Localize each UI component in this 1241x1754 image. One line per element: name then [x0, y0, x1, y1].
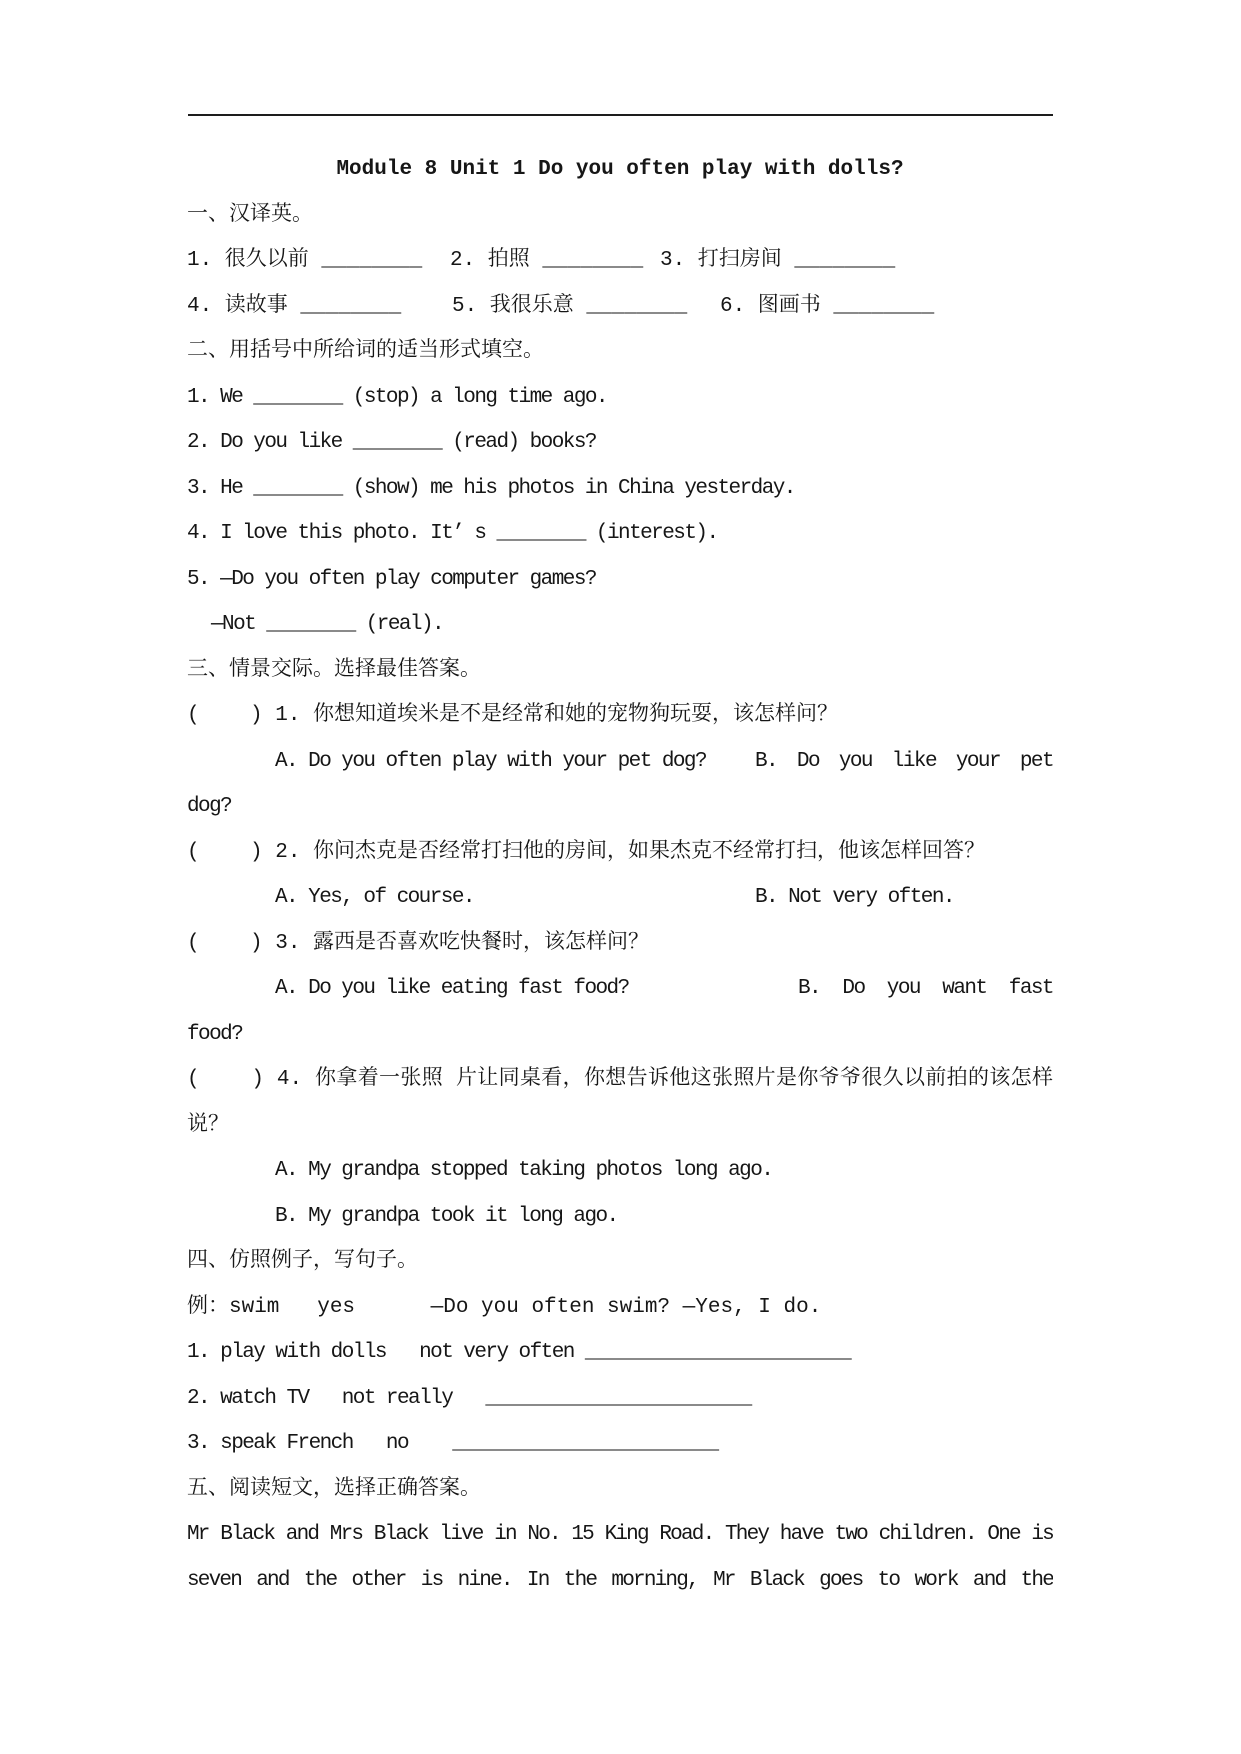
section3-q2-question: ( ) 2. 你问杰克是否经常打扫他的房间，如果杰克不经常打扫，他该怎样回答？ — [187, 840, 986, 864]
section4-heading: 四、仿照例子，写句子。 — [187, 1250, 418, 1273]
section3-q3-options — [187, 966, 1053, 1012]
section1-item-6: 6. 图画书 ________ — [720, 294, 935, 318]
section3-q1-option-b: B. Do you like your pet — [755, 749, 1053, 773]
section2-heading: 二、用括号中所给词的适当形式填空。 — [187, 340, 544, 363]
section3-q1-question: ( ) 1. 你想知道埃米是不是经常和她的宠物狗玩耍，该怎样问？ — [187, 704, 839, 727]
section3-q3-option-b: B. Do you want fast — [798, 977, 1053, 1000]
section3-q3-option-a: A. Do you like eating fast food? — [275, 977, 629, 1000]
section2-item-3: 3. He ________ (show) me his photos in China yesterday. — [187, 476, 795, 500]
header-rule — [188, 114, 1053, 116]
section1-item-3: 3. 打扫房间 ________ — [660, 249, 896, 272]
section3-q4-option-a: A. My grandpa stopped taking photos long ago. — [275, 1159, 773, 1182]
section1-item-5: 5. 我很乐意 ________ — [452, 294, 688, 318]
section3-q4-question-line1: ( ) 4. 你拿着一张照 片让同桌看，你想告诉他这张照片是你爷爷很久以前拍的该怎样 — [187, 1068, 1053, 1091]
section1-item-4: 4. 读故事 ________ — [187, 294, 402, 318]
document-body — [187, 147, 1053, 1603]
section3-q1-option-b-wrap: dog? — [187, 795, 232, 818]
section1-heading: 一、汉译英。 — [187, 203, 313, 227]
section4-example: 例：swim yes —Do you often swim? —Yes, I do. — [187, 1295, 822, 1319]
section3-q4-question-line2: 说？ — [187, 1113, 229, 1137]
section3-heading: 三、情景交际。选择最佳答案。 — [187, 658, 481, 682]
section5-paragraph-line1: Mr Black and Mrs Black live in No. 15 King Road. They have two children. One is — [187, 1523, 1053, 1546]
section2-item-5: 5. —Do you often play computer games? — [187, 567, 596, 591]
section3-q1-options — [187, 739, 1053, 785]
section3-q2-option-b: B. Not very often. — [755, 886, 954, 909]
section3-q2-options — [187, 875, 1053, 921]
section1-row2 — [187, 284, 1053, 330]
section3-q2-option-a: A. Yes, of course. — [275, 886, 474, 909]
section2-item-4: 4. I love this photo. It’ s ________ (interest). — [187, 522, 718, 545]
section1-row1 — [187, 238, 1053, 284]
section3-q1-option-a: A. Do you often play with your pet dog? — [275, 749, 707, 773]
section1-item-1: 1. 很久以前 ________ — [187, 249, 423, 272]
section3-q4-option-b: B. My grandpa took it long ago. — [275, 1204, 618, 1228]
section3-q3-option-b-wrap: food? — [187, 1022, 243, 1046]
section5-heading: 五、阅读短文，选择正确答案。 — [187, 1477, 481, 1501]
section3-q3-question: ( ) 3. 露西是否喜欢吃快餐时，该怎样问？ — [187, 931, 650, 955]
section2-item-2: 2. Do you like ________ (read) books? — [187, 431, 596, 454]
section2-item-5-answer: —Not ________ (real). — [211, 613, 444, 636]
page-title: Module 8 Unit 1 Do you often play with dolls? — [336, 158, 904, 181]
section2-item-1: 1. We ________ (stop) a long time ago. — [187, 385, 607, 409]
section4-item-1: 1. play with dolls not very often ________________________ — [187, 1341, 851, 1364]
section4-item-2: 2. watch TV not really ________________________ — [187, 1386, 751, 1410]
section5-paragraph-line2: seven and the other is nine. In the morning, Mr Black goes to work and the — [187, 1568, 1053, 1592]
section1-item-2: 2. 拍照 ________ — [450, 249, 644, 272]
section4-item-3: 3. speak French no ________________________ — [187, 1432, 718, 1455]
